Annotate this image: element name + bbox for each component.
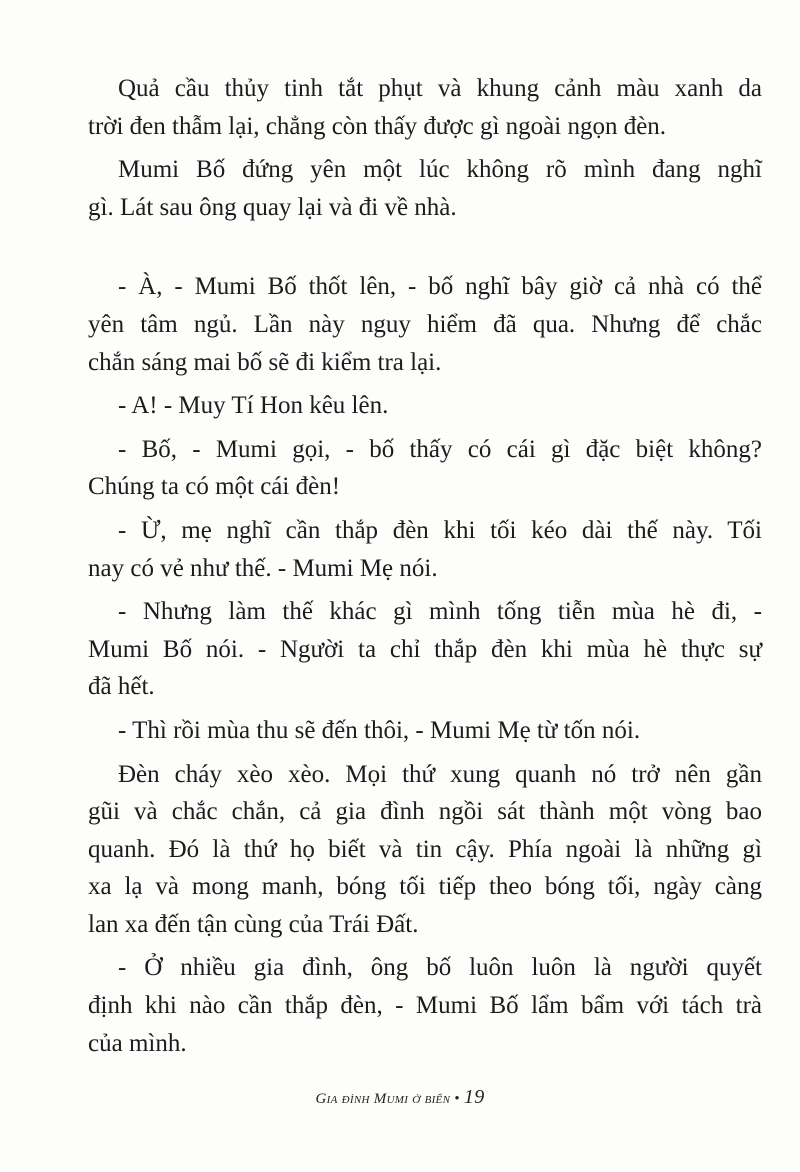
text-line: - Nhưng làm thế khác gì mình tống tiễn mùa hè đi, - [118,598,762,626]
text-line: - Bố, - Mumi gọi, - bố thấy có cái gì đặc biệt không? [118,435,762,463]
text-line: của mình. [88,1029,187,1057]
text-line: Quả cầu thủy tinh tắt phụt và khung cảnh màu xanh da [118,75,762,102]
text-line: chắn sáng mai bố sẽ đi kiểm tra lại. [88,348,442,376]
text-line: định khi nào cần thắp đèn, - Mumi Bố lẩm bẩm với tách trà [88,992,762,1020]
footer-separator: • [454,1091,460,1107]
text-line: nay có vẻ như thế. - Mumi Mẹ nói. [88,554,438,582]
paragraph [88,756,762,944]
paragraph [88,712,762,750]
page-body [88,70,762,1068]
paragraph [88,268,762,381]
text-line: gũi và chắc chắn, cả gia đình ngồi sát thành một vòng bao [88,798,762,826]
text-line: yên tâm ngủ. Lần này nguy hiểm đã qua. Nhưng để chắc [88,310,762,338]
paragraph [88,70,762,145]
text-line: - A! - Muy Tí Hon kêu lên. [118,392,389,420]
page-number: 19 [463,1086,485,1108]
text-line: Đèn cháy xèo xèo. Mọi thứ xung quanh nó trở nên gần [118,760,762,788]
text-line: trời đen thẫm lại, chẳng còn thấy được gì ngoài ngọn đèn. [88,112,667,140]
text-line: đã hết. [88,673,155,701]
paragraph [88,512,762,587]
text-line: - Thì rồi mùa thu sẽ đến thôi, - Mumi Mẹ từ tốn nói. [118,716,641,744]
paragraph [88,151,762,226]
paragraph [88,431,762,506]
paragraph [88,593,762,706]
book-title: Gia đình Mumi ở biển [315,1091,451,1107]
paragraph [88,387,762,425]
text-line: lan xa đến tận cùng của Trái Đất. [88,910,419,938]
text-line: - À, - Mumi Bố thốt lên, - bố nghĩ bây giờ cả nhà có thể [118,273,762,301]
text-line: xa lạ và mong manh, bóng tối tiếp theo bóng tối, ngày càng [88,873,762,901]
text-line: gì. Lát sau ông quay lại và đi về nhà. [88,193,457,221]
text-line: - Ừ, mẹ nghĩ cần thắp đèn khi tối kéo dài thế này. Tối [118,516,762,544]
paragraph [88,949,762,1062]
text-line: Mumi Bố đứng yên một lúc không rõ mình đang nghĩ [118,156,762,184]
text-line: quanh. Đó là thứ họ biết và tin cậy. Phía ngoài là những gì [88,835,762,863]
text-line: Mumi Bố nói. - Người ta chỉ thắp đèn khi mùa hè thực sự [88,635,762,663]
text-line: - Ở nhiều gia đình, ông bố luôn luôn là người quyết [118,954,762,982]
running-footer [0,1086,800,1109]
text-line: Chúng ta có một cái đèn! [88,473,341,501]
